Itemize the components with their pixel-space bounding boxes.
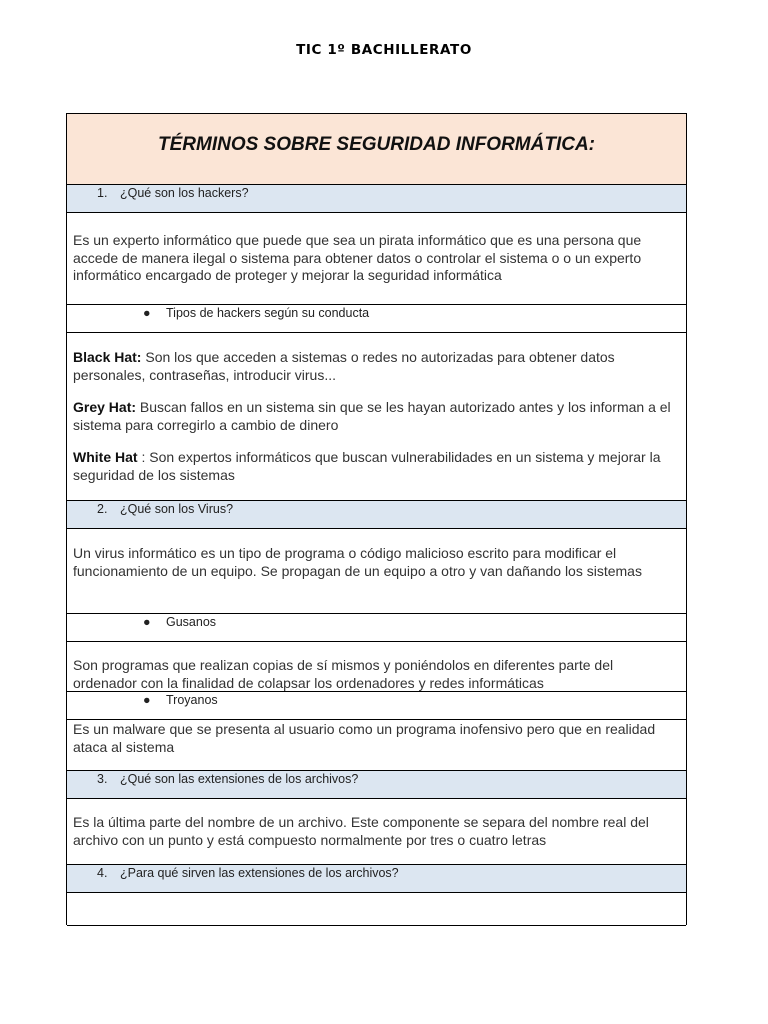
bullet-text: Gusanos bbox=[166, 615, 217, 629]
hacker-desc: Son los que acceden a sistemas o redes no autorizadas para obtener datos personales, contraseñas, introducir virus... bbox=[73, 349, 615, 383]
bullet-icon: ● bbox=[143, 693, 151, 707]
question-text: ¿Qué son los hackers? bbox=[120, 186, 249, 200]
hacker-desc: : Son expertos informáticos que buscan vulnerabilidades en un sistema y mejorar la seguridad de los sistemas bbox=[73, 449, 661, 483]
bullet-row-troyanos bbox=[67, 692, 686, 720]
hacker-types-row bbox=[67, 333, 686, 501]
hacker-term: White Hat bbox=[73, 449, 138, 465]
question-text: ¿Qué son las extensiones de los archivos? bbox=[120, 772, 359, 786]
question-number: 2. bbox=[97, 502, 108, 516]
question-text: ¿Qué son los Virus? bbox=[120, 502, 234, 516]
hacker-type-white bbox=[73, 449, 678, 484]
bullet-item bbox=[143, 615, 216, 629]
answer-hackers: Es un experto informático que puede que sea un pirata informático que es una persona que accede de manera ilegal o sistema para obtener datos o controlar el sistema o o un experto informático encargado de proteger y mejorar la seguridad informática bbox=[73, 232, 642, 283]
hacker-types-list bbox=[73, 349, 678, 484]
answer-extensions: Es la última parte del nombre de un archivo. Este componente se separa del nombre real del archivo con un punto y está compuesto normalmente por tres o cuatro letras bbox=[73, 814, 649, 848]
question-number: 1. bbox=[97, 186, 108, 200]
table-title-row bbox=[67, 114, 686, 185]
hacker-type-black bbox=[73, 349, 678, 384]
answer-row-troyanos bbox=[67, 720, 686, 771]
question-text: ¿Para qué sirven las extensiones de los archivos? bbox=[120, 866, 399, 880]
answer-row-2 bbox=[67, 529, 686, 614]
question-row-1 bbox=[67, 185, 686, 213]
bullet-icon: ● bbox=[143, 615, 151, 629]
bullet-icon: ● bbox=[143, 306, 151, 320]
hacker-term: Black Hat: bbox=[73, 349, 142, 365]
question-4 bbox=[97, 866, 399, 880]
answer-gusanos: Son programas que realizan copias de sí mismos y poniéndolos en diferentes parte del ordenador con la finalidad de colapsar los ordenadores y redes informáticas bbox=[73, 657, 614, 691]
bullet-row-gusanos bbox=[67, 614, 686, 642]
bullet-item bbox=[143, 306, 369, 320]
hacker-desc: Buscan fallos en un sistema sin que se les hayan autorizado antes y los informan a el sistema para corregirlo a cambio de dinero bbox=[73, 399, 671, 433]
question-1 bbox=[97, 186, 249, 200]
document-header: TIC 1º BACHILLERATO bbox=[296, 42, 472, 58]
table-title: TÉRMINOS SOBRE SEGURIDAD INFORMÁTICA: bbox=[158, 134, 595, 155]
question-row-2 bbox=[67, 501, 686, 529]
bullet-text: Troyanos bbox=[166, 693, 218, 707]
answer-row-gusanos bbox=[67, 642, 686, 692]
terms-table bbox=[66, 113, 687, 925]
answer-troyanos: Es un malware que se presenta al usuario como un programa inofensivo pero que en realidad ataca al sistema bbox=[73, 721, 656, 755]
question-number: 4. bbox=[97, 866, 108, 880]
hacker-type-grey bbox=[73, 399, 678, 434]
answer-virus: Un virus informático es un tipo de programa o código malicioso escrito para modificar el funcionamiento de un equipo. Se propagan de un equipo a otro y van dañando los sistemas bbox=[73, 545, 642, 579]
question-row-3 bbox=[67, 771, 686, 799]
bullet-item bbox=[143, 693, 218, 707]
bullet-text: Tipos de hackers según su conducta bbox=[166, 306, 370, 320]
hacker-term: Grey Hat: bbox=[73, 399, 137, 415]
answer-row-4 bbox=[67, 893, 686, 926]
question-3 bbox=[97, 772, 358, 786]
question-2 bbox=[97, 502, 233, 516]
answer-row-3 bbox=[67, 799, 686, 865]
answer-row-1 bbox=[67, 213, 686, 305]
question-number: 3. bbox=[97, 772, 108, 786]
bullet-row-hacker-types bbox=[67, 305, 686, 333]
question-row-4 bbox=[67, 865, 686, 893]
